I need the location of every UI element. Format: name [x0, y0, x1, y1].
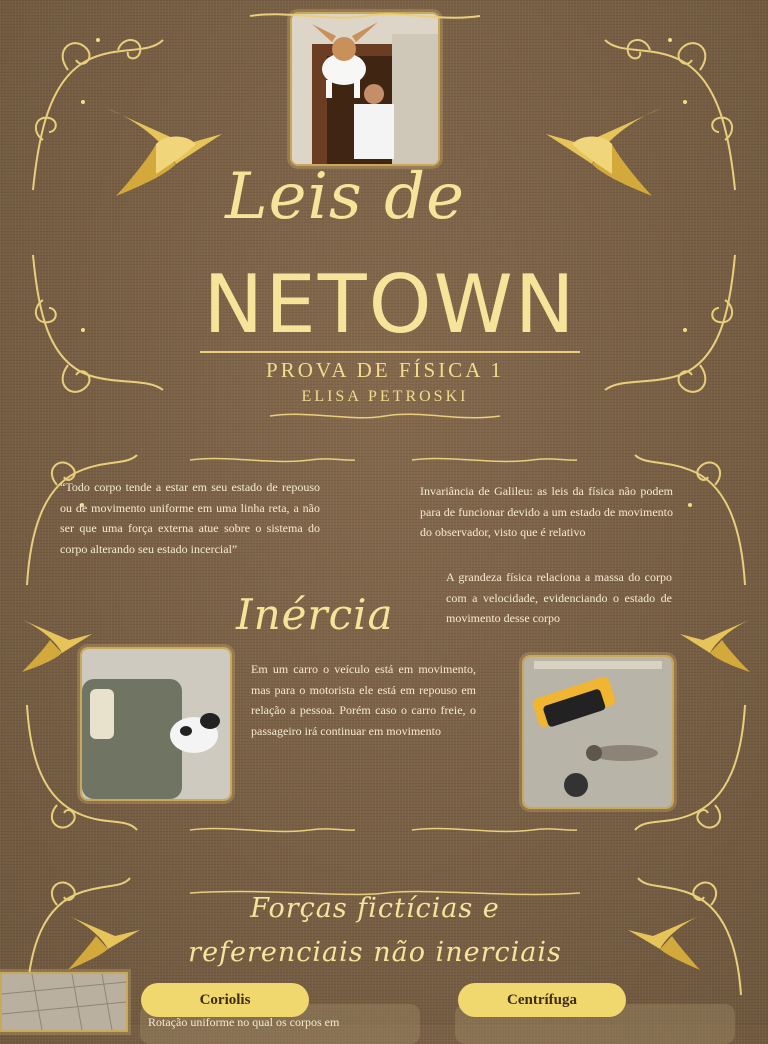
newton-quote: “Todo corpo tende a estar em seu estado de repouso ou de movimento uniforme em uma linha reta, a não ser que uma força externa atue sobre o sistema do corpo alterando seu estado incercial”	[60, 480, 320, 556]
grandeza-text: A grandeza física relaciona a massa do corpo com a velocidade, evidenciando o estado de movimento desse corpo	[446, 570, 672, 625]
author-flourish-icon	[270, 410, 500, 422]
coriolis-pill: Coriolis	[141, 983, 309, 1017]
frame-flourish-icon	[250, 10, 480, 22]
dog-jump-photo	[292, 14, 438, 164]
subtitle: PROVA DE FÍSICA 1	[266, 358, 504, 382]
flourish-icon	[28, 250, 168, 410]
author: ELISA PETROSKI	[301, 388, 469, 405]
forcas-heading-line1: Forças fictícias e	[250, 893, 500, 924]
hummingbird-icon	[60, 912, 142, 972]
centrifuga-pill: Centrífuga	[458, 983, 626, 1017]
hummingbird-icon	[626, 912, 708, 972]
cat-toy-car-photo	[522, 655, 674, 809]
title-main: NETOWN	[203, 258, 577, 351]
floor-photo	[0, 972, 128, 1032]
cat-car-seat-photo	[80, 647, 232, 801]
title-script: Leis de	[225, 160, 465, 234]
inercia-heading: Inércia	[236, 590, 394, 639]
divider-flourish-icon	[190, 825, 355, 835]
top-photo	[290, 12, 440, 166]
divider-flourish-icon	[412, 455, 577, 465]
title-underline	[200, 351, 580, 353]
divider-flourish-icon	[412, 825, 577, 835]
divider-flourish-icon	[190, 455, 355, 465]
hummingbird-icon	[678, 616, 758, 674]
forcas-heading-line2: referenciais não inerciais	[188, 937, 562, 968]
galileo-text: Invariância de Galileu: as leis da física não podem para de funcionar devido a um estado de movimento do observador, visto que é relativo	[420, 484, 673, 539]
hummingbird-icon	[542, 104, 672, 199]
flourish-icon	[600, 250, 740, 410]
carro-text: Em um carro o veículo está em movimento, mas para o motorista ele está em repouso em relação a pessoa. Porém caso o carro freie, o passageiro irá continuar em movimento	[251, 662, 476, 738]
coriolis-text: Rotação uniforme no qual os corpos em	[148, 1015, 340, 1029]
